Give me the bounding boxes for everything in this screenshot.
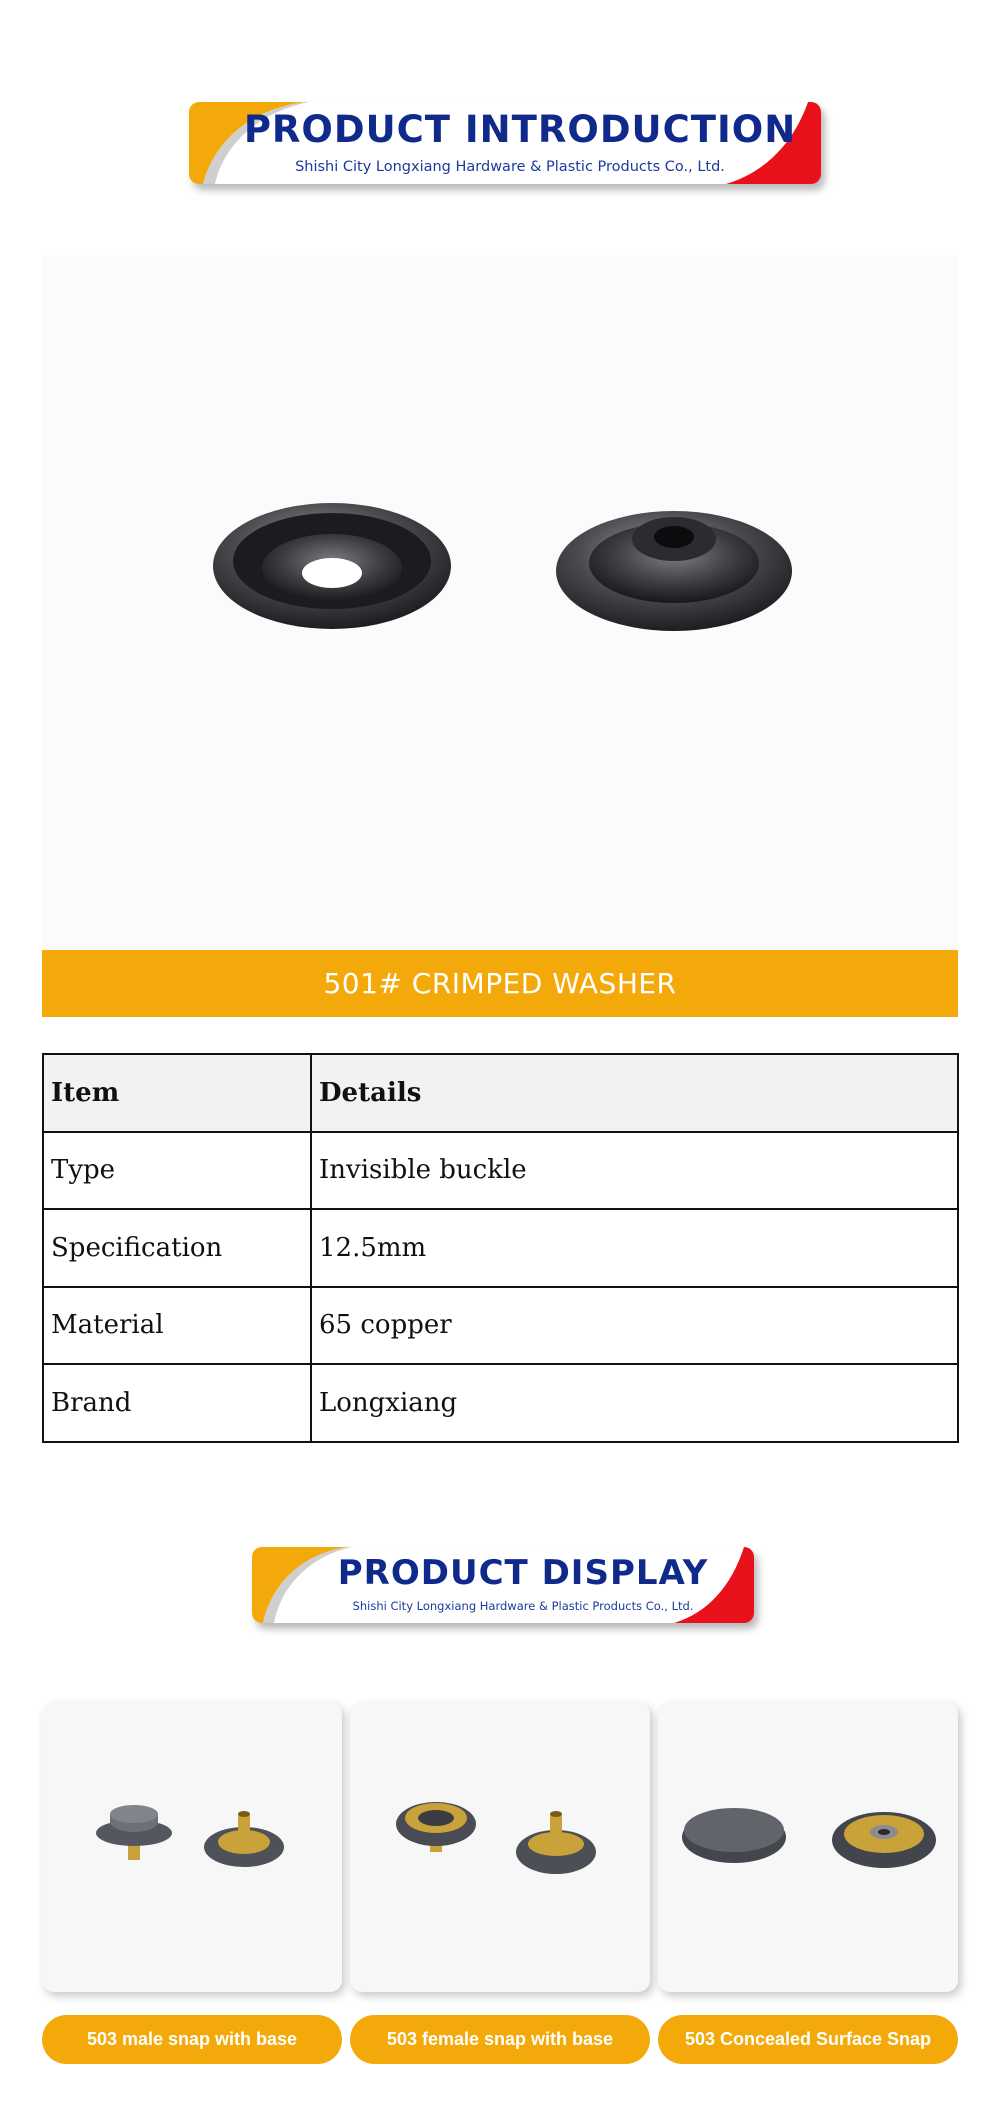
product-display-banner (252, 1547, 754, 1623)
display-label-concealed-snap: 503 Concealed Surface Snap (658, 2015, 958, 2064)
display-card-concealed-snap (658, 1702, 958, 1992)
product-introduction-banner (189, 102, 821, 184)
washer-pair-icon (42, 255, 958, 950)
header-details: Details (311, 1054, 958, 1132)
table-row (43, 1132, 958, 1210)
product-photo (42, 255, 958, 950)
table-row (43, 1364, 958, 1442)
row-item: Brand (43, 1364, 311, 1442)
row-item: Specification (43, 1209, 311, 1287)
display-card-female-snap (350, 1702, 650, 1992)
row-details: Longxiang (311, 1364, 958, 1442)
display-card-male-snap (42, 1702, 342, 1992)
row-details: Invisible buckle (311, 1132, 958, 1210)
male-snap-icon (42, 1702, 342, 1992)
row-item: Material (43, 1287, 311, 1365)
display-label-female-snap: 503 female snap with base (350, 2015, 650, 2064)
row-details: 65 copper (311, 1287, 958, 1365)
display-label-male-snap: 503 male snap with base (42, 2015, 342, 2064)
banner-title: PRODUCT DISPLAY (337, 1553, 709, 1593)
female-snap-icon (350, 1702, 650, 1992)
banner-title: PRODUCT INTRODUCTION (243, 108, 797, 151)
product-title-bar: 501# CRIMPED WASHER (42, 950, 958, 1017)
table-row (43, 1287, 958, 1365)
row-item: Type (43, 1132, 311, 1210)
row-details: 12.5mm (311, 1209, 958, 1287)
table-header-row (43, 1054, 958, 1132)
header-item: Item (43, 1054, 311, 1132)
spec-table (42, 1053, 959, 1443)
concealed-snap-icon (658, 1702, 958, 1992)
banner-subtitle: Shishi City Longxiang Hardware & Plastic Products Co., Ltd. (295, 159, 725, 175)
banner-subtitle: Shishi City Longxiang Hardware & Plastic Products Co., Ltd. (352, 1599, 694, 1613)
table-row (43, 1209, 958, 1287)
